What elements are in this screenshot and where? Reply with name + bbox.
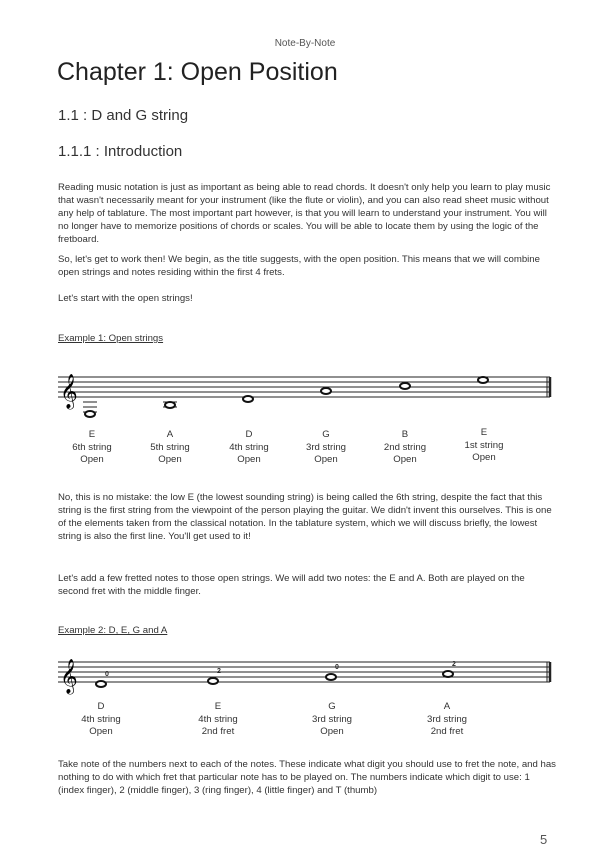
fingering: 2 bbox=[217, 668, 221, 675]
paragraph: Take note of the numbers next to each of the notes. These indicate what digit you should use to fret the note, and has nothing to do with which fret that particular note has to be played on. The numbers indicate which digit to use: 1 (index finger), 2 (middle finger), 3 (ring finger), 4 (little finger) and T (thumb) bbox=[58, 759, 556, 796]
staff-2 bbox=[58, 662, 550, 682]
note-head bbox=[85, 411, 95, 417]
fingering: 0 bbox=[105, 671, 109, 678]
subsection-heading: 1.1.1 : Introduction bbox=[58, 143, 183, 160]
fingering: 0 bbox=[335, 664, 339, 671]
note-label: E 4th string 2nd fret bbox=[198, 701, 238, 737]
note-label: E 6th string Open bbox=[72, 429, 112, 465]
example-1-title: Example 1: Open strings bbox=[58, 333, 164, 344]
note-head bbox=[208, 678, 218, 684]
note-head bbox=[478, 377, 488, 383]
note-head bbox=[443, 671, 453, 677]
note-head bbox=[96, 681, 106, 687]
paragraph: So, let's get to work then! We begin, as the title suggests, with the open position. This means that we will combine open strings and notes residing within the first 4 frets. bbox=[58, 254, 540, 278]
note-label: E 1st string Open bbox=[464, 427, 504, 463]
note-label: B 2nd string Open bbox=[383, 429, 427, 465]
note-head bbox=[165, 402, 175, 408]
note-head bbox=[326, 674, 336, 680]
paragraph: Let's start with the open strings! bbox=[58, 293, 193, 304]
note-label: A 3rd string 2nd fret bbox=[427, 701, 467, 737]
paragraph: Let's add a few fretted notes to those open strings. We will add two notes: the E and A. Both are played on the second fret with the middle finger. bbox=[58, 573, 525, 597]
page-number: 5 bbox=[540, 832, 548, 847]
treble-clef-icon: 𝄞 bbox=[60, 659, 78, 694]
note-head bbox=[321, 388, 331, 394]
chapter-title: Chapter 1: Open Position bbox=[57, 58, 338, 86]
running-header: Note-By-Note bbox=[274, 38, 336, 49]
note-label: G 3rd string Open bbox=[306, 429, 346, 465]
note-label: D 4th string Open bbox=[229, 429, 269, 465]
note-label: G 3rd string Open bbox=[312, 701, 352, 737]
paragraph: No, this is no mistake: the low E (the lowest sounding string) is being called the 6th string, despite the fact that this string is the first string from the viewpoint of the person playing the guitar. We didn't invent this ourselves. This is one of the elements taken from the classical notation. In the tablature system, which we will discuss briefly, the lowest string is also the first line. You'll get used to it! bbox=[58, 492, 552, 542]
note-head bbox=[400, 383, 410, 389]
section-heading: 1.1 : D and G string bbox=[58, 107, 189, 124]
fingering: 2 bbox=[452, 661, 456, 668]
note-head bbox=[243, 396, 253, 402]
example-2-title: Example 2: D, E, G and A bbox=[58, 625, 168, 636]
staff-1 bbox=[58, 377, 550, 412]
paragraph: Reading music notation is just as important as being able to read chords. It doesn't only help you learn to play music that wasn't necessarily meant for your instrument (like the flute or violin), and you can also read sheet music without any help of tablature. The most important part however, is that you will learn to understand your instrument. You will no longer have to memorize positions of chords or scales. You will be able to locate them by using the logic of the fretboard. bbox=[58, 182, 551, 245]
note-label: A 5th string Open bbox=[150, 429, 190, 465]
note-label: D 4th string Open bbox=[81, 701, 121, 737]
treble-clef-icon: 𝄞 bbox=[60, 374, 78, 409]
